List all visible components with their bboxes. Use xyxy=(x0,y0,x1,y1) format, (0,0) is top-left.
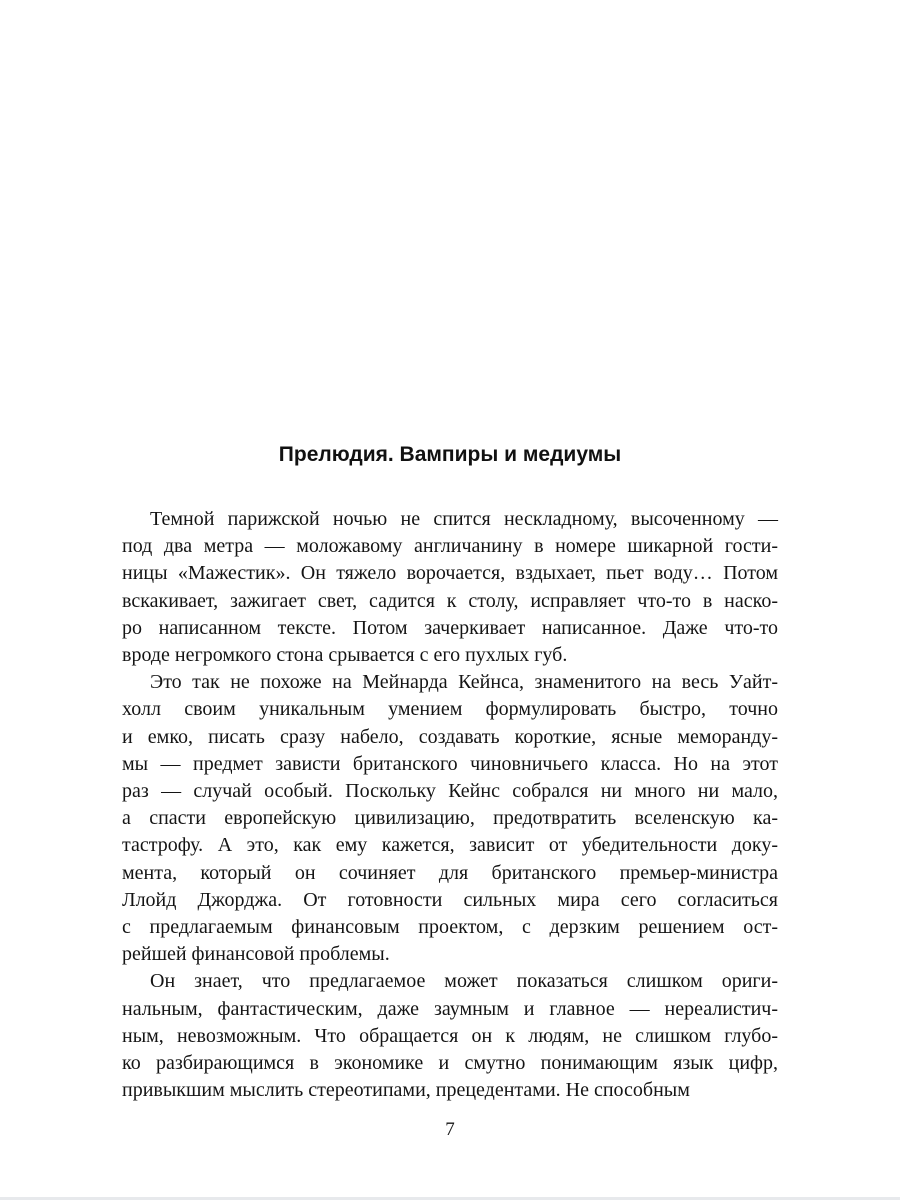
text-line: под два метра — моложавому англичанину в номере шикарной гости- xyxy=(122,535,778,558)
text-line: холл своим уникальным умением формулировать быстро, точно xyxy=(122,698,778,721)
page-number: 7 xyxy=(445,1119,455,1140)
text-line: мы — предмет зависти британского чиновничьего класса. Но на этот xyxy=(122,752,778,775)
text-line: ницы «Мажестик». Он тяжело ворочается, вздыхает, пьет воду… Потом xyxy=(122,562,778,585)
text-line: тастрофу. А это, как ему кажется, зависит от убедительности доку- xyxy=(122,834,778,857)
text-line: вроде негромкого стона срывается с его пухлых губ. xyxy=(122,644,568,667)
paragraph xyxy=(122,968,778,1104)
text-line: нальным, фантастическим, даже заумным и главное — нереалистич- xyxy=(122,997,778,1020)
page-body xyxy=(122,506,778,1104)
paragraph xyxy=(122,669,778,968)
text-line: и емко, писать сразу набело, создавать короткие, ясные меморанду- xyxy=(122,725,778,748)
page-content xyxy=(122,0,778,1104)
text-line: Он знает, что предлагаемое может показаться слишком ориги- xyxy=(150,970,778,993)
text-line: рейшей финансовой проблемы. xyxy=(122,943,390,966)
text-line: ро написанном тексте. Потом зачеркивает написанное. Даже что-то xyxy=(122,616,778,639)
text-line: вскакивает, зажигает свет, садится к столу, исправляет что-то в наско- xyxy=(122,589,778,612)
text-line: мента, который он сочиняет для британского премьер-министра xyxy=(122,861,778,884)
text-line: привыкшим мыслить стереотипами, прецедентами. Не способным xyxy=(122,1079,690,1102)
text-line: а спасти европейскую цивилизацию, предотвратить вселенскую ка- xyxy=(122,807,778,830)
text-line: ко разбирающимся в экономике и смутно понимающим язык цифр, xyxy=(122,1052,778,1075)
text-line: Темной парижской ночью не спится нескладному, высоченному — xyxy=(150,508,778,530)
chapter-heading: Прелюдия. Вампиры и медиумы xyxy=(278,443,622,466)
text-line: ным, невозможным. Что обращается он к людям, не слишком глубо- xyxy=(122,1024,778,1047)
paragraph xyxy=(122,506,778,669)
text-line: Это так не похоже на Мейнарда Кейнса, знаменитого на весь Уайт- xyxy=(150,671,778,694)
text-line: раз — случай особый. Поскольку Кейнс собрался ни много ни мало, xyxy=(122,780,778,803)
text-line: с предлагаемым финансовым проектом, с дерзким решением ост- xyxy=(122,916,778,939)
text-line: Ллойд Джорджа. От готовности сильных мира сего согласиться xyxy=(122,888,778,911)
